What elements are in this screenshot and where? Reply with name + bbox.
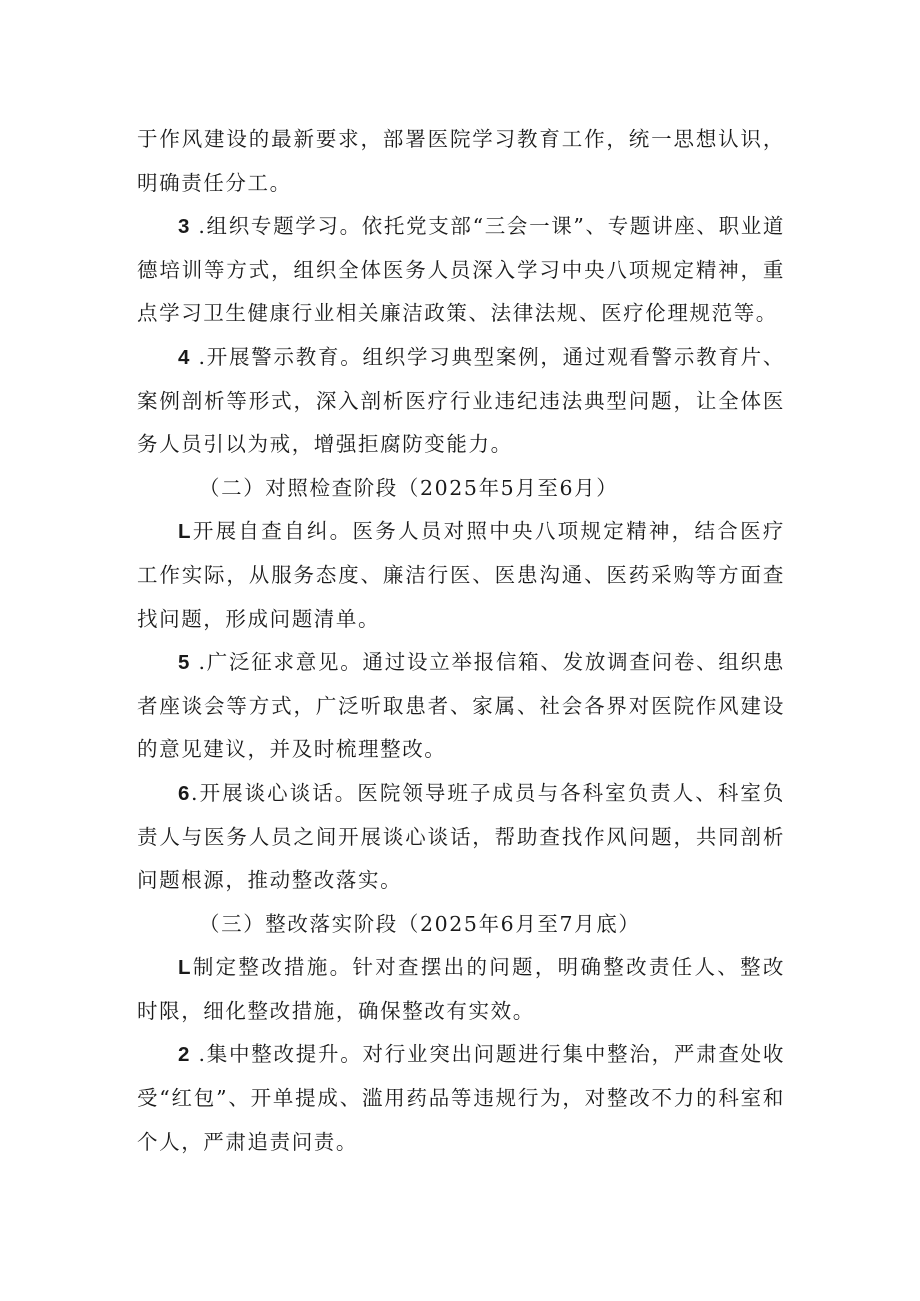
paragraph-item-4 — [137, 336, 785, 467]
paragraph-item-6 — [137, 772, 785, 903]
paragraph-item-1 — [137, 510, 785, 641]
paragraph-continuation: 于作风建设的最新要求，部署医院学习教育工作，统一思想认识，明确责任分工。 — [137, 127, 785, 195]
paragraph-item-5 — [137, 641, 785, 772]
item-text: 开展自查自纠。医务人员对照中央八项规定精神，结合医疗工作实际，从服务态度、廉洁行医、医患沟通、医药采购等方面查找问题，形成问题清单。 — [137, 519, 785, 631]
item-text: .集中整改提升。对行业突出问题进行集中整治，严肃查处收受“红包”、开单提成、滥用药品等违规行为，对整改不力的科室和个人，严肃追责问责。 — [137, 1042, 786, 1154]
item-number: 5 — [178, 651, 199, 675]
item-text: .广泛征求意见。通过设立举报信箱、发放调查问卷、组织患者座谈会等方式，广泛听取患者、家属、社会各界对医院作风建设的意见建议，并及时梳理整改。 — [137, 650, 786, 762]
item-number: 3 — [178, 215, 199, 239]
item-text: 制定整改措施。针对查摆出的问题，明确整改责任人、整改时限，细化整改措施，确保整改有实效。 — [137, 955, 785, 1023]
paragraph-item-1b — [137, 946, 785, 1033]
section-heading-2: （二）对照检查阶段（2025年5月至6月） — [199, 475, 619, 500]
item-text: .开展警示教育。组织学习典型案例，通过观看警示教育片、案例剖析等形式，深入剖析医疗行业违纪违法典型问题，让全体医务人员引以为戒，增强拒腐防变能力。 — [137, 344, 786, 457]
item-number: 2 — [178, 1043, 199, 1067]
item-number: L — [178, 956, 193, 980]
item-number: 4 — [178, 345, 199, 369]
section-heading-3: （三）整改落实阶段（2025年6月至7月底） — [199, 911, 641, 936]
paragraph-item-2 — [137, 1033, 785, 1164]
document-page — [137, 118, 785, 1164]
item-number: L — [178, 520, 193, 544]
item-text: .组织专题学习。依托党支部“三会一课”、专题讲座、职业道德培训等方式，组织全体医务人员深入学习中央八项规定精神，重点学习卫生健康行业相关廉洁政策、法律法规、医疗伦理规范等。 — [137, 214, 786, 326]
paragraph-item-3 — [137, 205, 785, 336]
item-number: 6 — [178, 781, 192, 805]
item-text: .开展谈心谈话。医院领导班子成员与各科室负责人、科室负责人与医务人员之间开展谈心谈话，帮助查找作风问题，共同剖析问题根源，推动整改落实。 — [137, 780, 785, 893]
